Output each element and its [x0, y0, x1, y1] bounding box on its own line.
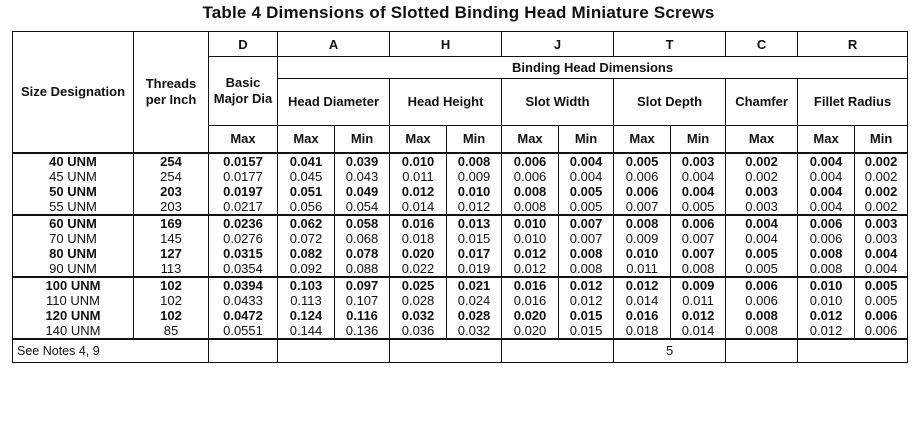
value-cell: 0.012 [559, 277, 614, 293]
tpi-cell: 102 [134, 293, 209, 308]
table-row [13, 308, 908, 323]
value-cell: 0.006 [502, 153, 559, 169]
binding-head-dimensions-header: Binding Head Dimensions [278, 57, 908, 79]
min-header: Min [447, 126, 502, 153]
value-cell: 0.005 [855, 293, 908, 308]
footer-cell [209, 339, 278, 363]
slot-depth-note: 5 [614, 339, 726, 363]
tpi-cell: 102 [134, 277, 209, 293]
value-cell: 0.092 [278, 261, 335, 277]
value-cell: 0.056 [278, 199, 335, 215]
size-cell: 70 UNM [13, 231, 134, 246]
value-cell: 0.058 [335, 215, 390, 231]
size-cell: 40 UNM [13, 153, 134, 169]
size-cell: 80 UNM [13, 246, 134, 261]
basic-major-dia-header: Basic Major Dia [209, 57, 278, 126]
value-cell: 0.008 [798, 246, 855, 261]
letter-t: T [614, 32, 726, 57]
value-cell: 0.010 [614, 246, 671, 261]
value-cell: 0.036 [390, 323, 447, 339]
value-cell: 0.009 [671, 277, 726, 293]
value-cell: 0.097 [335, 277, 390, 293]
value-cell: 0.022 [390, 261, 447, 277]
letter-j: J [502, 32, 614, 57]
head-height-header: Head Height [390, 79, 502, 126]
footer-row [13, 339, 908, 363]
footer-cell [502, 339, 614, 363]
value-cell: 0.028 [447, 308, 502, 323]
max-header: Max [278, 126, 335, 153]
value-cell: 0.016 [502, 277, 559, 293]
table-row [13, 215, 908, 231]
slot-depth-header: Slot Depth [614, 79, 726, 126]
value-cell: 0.009 [447, 169, 502, 184]
value-cell: 0.008 [798, 261, 855, 277]
value-cell: 0.005 [855, 277, 908, 293]
value-cell: 0.016 [614, 308, 671, 323]
value-cell: 0.0276 [209, 231, 278, 246]
value-cell: 0.008 [614, 215, 671, 231]
value-cell: 0.011 [671, 293, 726, 308]
value-cell: 0.013 [447, 215, 502, 231]
value-cell: 0.006 [855, 308, 908, 323]
value-cell: 0.010 [390, 153, 447, 169]
chamfer-header: Chamfer [726, 79, 798, 126]
value-cell: 0.025 [390, 277, 447, 293]
value-cell: 0.018 [390, 231, 447, 246]
footer-cell [390, 339, 502, 363]
value-cell: 0.0177 [209, 169, 278, 184]
value-cell: 0.007 [671, 231, 726, 246]
value-cell: 0.010 [798, 293, 855, 308]
size-cell: 140 UNM [13, 323, 134, 339]
slot-width-header: Slot Width [502, 79, 614, 126]
notes-reference: See Notes 4, 9 [13, 339, 209, 363]
header-letter-row [13, 32, 908, 57]
table-row [13, 169, 908, 184]
value-cell: 0.0551 [209, 323, 278, 339]
table-body [13, 153, 908, 339]
table-title: Table 4 Dimensions of Slotted Binding Head Miniature Screws [202, 3, 715, 22]
letter-a: A [278, 32, 390, 57]
value-cell: 0.008 [726, 323, 798, 339]
value-cell: 0.014 [390, 199, 447, 215]
value-cell: 0.016 [390, 215, 447, 231]
value-cell: 0.006 [726, 293, 798, 308]
value-cell: 0.051 [278, 184, 335, 199]
value-cell: 0.005 [671, 199, 726, 215]
tpi-cell: 203 [134, 184, 209, 199]
value-cell: 0.010 [502, 231, 559, 246]
value-cell: 0.020 [390, 246, 447, 261]
value-cell: 0.012 [671, 308, 726, 323]
value-cell: 0.005 [614, 153, 671, 169]
value-cell: 0.003 [726, 199, 798, 215]
table-row [13, 199, 908, 215]
size-cell: 45 UNM [13, 169, 134, 184]
value-cell: 0.010 [447, 184, 502, 199]
value-cell: 0.0394 [209, 277, 278, 293]
value-cell: 0.004 [798, 153, 855, 169]
value-cell: 0.016 [502, 293, 559, 308]
value-cell: 0.005 [559, 184, 614, 199]
value-cell: 0.0472 [209, 308, 278, 323]
min-header: Min [855, 126, 908, 153]
tpi-cell: 102 [134, 308, 209, 323]
value-cell: 0.003 [671, 153, 726, 169]
value-cell: 0.004 [671, 184, 726, 199]
threads-per-inch-header: Threads per Inch [134, 32, 209, 153]
value-cell: 0.008 [502, 199, 559, 215]
value-cell: 0.020 [502, 308, 559, 323]
value-cell: 0.049 [335, 184, 390, 199]
value-cell: 0.004 [726, 231, 798, 246]
value-cell: 0.003 [726, 184, 798, 199]
footer-cell [798, 339, 908, 363]
max-header: Max [390, 126, 447, 153]
value-cell: 0.004 [559, 169, 614, 184]
value-cell: 0.039 [335, 153, 390, 169]
value-cell: 0.008 [559, 246, 614, 261]
value-cell: 0.006 [855, 323, 908, 339]
letter-c: C [726, 32, 798, 57]
tpi-cell: 254 [134, 153, 209, 169]
footer-cell [726, 339, 798, 363]
table-row [13, 246, 908, 261]
value-cell: 0.078 [335, 246, 390, 261]
value-cell: 0.011 [614, 261, 671, 277]
value-cell: 0.107 [335, 293, 390, 308]
max-header: Max [502, 126, 559, 153]
value-cell: 0.0354 [209, 261, 278, 277]
tpi-cell: 85 [134, 323, 209, 339]
value-cell: 0.002 [726, 153, 798, 169]
value-cell: 0.010 [798, 277, 855, 293]
table-row [13, 323, 908, 339]
value-cell: 0.006 [726, 277, 798, 293]
value-cell: 0.015 [559, 323, 614, 339]
value-cell: 0.007 [614, 199, 671, 215]
value-cell: 0.007 [559, 215, 614, 231]
value-cell: 0.002 [855, 153, 908, 169]
value-cell: 0.014 [614, 293, 671, 308]
value-cell: 0.004 [559, 153, 614, 169]
value-cell: 0.032 [447, 323, 502, 339]
min-header: Min [335, 126, 390, 153]
value-cell: 0.019 [447, 261, 502, 277]
value-cell: 0.072 [278, 231, 335, 246]
value-cell: 0.008 [559, 261, 614, 277]
value-cell: 0.012 [447, 199, 502, 215]
value-cell: 0.015 [447, 231, 502, 246]
value-cell: 0.002 [726, 169, 798, 184]
value-cell: 0.003 [855, 231, 908, 246]
value-cell: 0.116 [335, 308, 390, 323]
value-cell: 0.041 [278, 153, 335, 169]
value-cell: 0.136 [335, 323, 390, 339]
value-cell: 0.012 [502, 246, 559, 261]
value-cell: 0.010 [502, 215, 559, 231]
value-cell: 0.004 [726, 215, 798, 231]
tpi-cell: 254 [134, 169, 209, 184]
value-cell: 0.006 [614, 184, 671, 199]
max-header: Max [614, 126, 671, 153]
value-cell: 0.054 [335, 199, 390, 215]
head-diameter-header: Head Diameter [278, 79, 390, 126]
value-cell: 0.012 [559, 293, 614, 308]
value-cell: 0.005 [726, 261, 798, 277]
value-cell: 0.014 [671, 323, 726, 339]
value-cell: 0.103 [278, 277, 335, 293]
value-cell: 0.006 [614, 169, 671, 184]
value-cell: 0.012 [614, 277, 671, 293]
value-cell: 0.007 [559, 231, 614, 246]
screw-dimensions-table [12, 31, 908, 363]
table-row [13, 231, 908, 246]
value-cell: 0.004 [798, 199, 855, 215]
value-cell: 0.144 [278, 323, 335, 339]
footer-cell [278, 339, 390, 363]
value-cell: 0.008 [671, 261, 726, 277]
value-cell: 0.008 [502, 184, 559, 199]
value-cell: 0.068 [335, 231, 390, 246]
value-cell: 0.082 [278, 246, 335, 261]
value-cell: 0.012 [390, 184, 447, 199]
value-cell: 0.062 [278, 215, 335, 231]
value-cell: 0.045 [278, 169, 335, 184]
value-cell: 0.007 [671, 246, 726, 261]
size-cell: 90 UNM [13, 261, 134, 277]
value-cell: 0.024 [447, 293, 502, 308]
size-designation-header: Size Designation [13, 32, 134, 153]
letter-h: H [390, 32, 502, 57]
value-cell: 0.005 [559, 199, 614, 215]
value-cell: 0.011 [390, 169, 447, 184]
size-cell: 60 UNM [13, 215, 134, 231]
tpi-cell: 145 [134, 231, 209, 246]
value-cell: 0.018 [614, 323, 671, 339]
size-cell: 55 UNM [13, 199, 134, 215]
value-cell: 0.0315 [209, 246, 278, 261]
tpi-cell: 169 [134, 215, 209, 231]
letter-r: R [798, 32, 908, 57]
min-header: Min [671, 126, 726, 153]
value-cell: 0.088 [335, 261, 390, 277]
value-cell: 0.012 [798, 308, 855, 323]
value-cell: 0.021 [447, 277, 502, 293]
size-cell: 110 UNM [13, 293, 134, 308]
size-cell: 120 UNM [13, 308, 134, 323]
value-cell: 0.012 [502, 261, 559, 277]
value-cell: 0.008 [726, 308, 798, 323]
value-cell: 0.002 [855, 199, 908, 215]
table-row [13, 293, 908, 308]
value-cell: 0.043 [335, 169, 390, 184]
value-cell: 0.005 [726, 246, 798, 261]
value-cell: 0.0197 [209, 184, 278, 199]
value-cell: 0.009 [614, 231, 671, 246]
value-cell: 0.124 [278, 308, 335, 323]
fillet-radius-header: Fillet Radius [798, 79, 908, 126]
max-header: Max [726, 126, 798, 153]
value-cell: 0.0157 [209, 153, 278, 169]
value-cell: 0.032 [390, 308, 447, 323]
value-cell: 0.006 [502, 169, 559, 184]
table-row [13, 184, 908, 199]
value-cell: 0.004 [671, 169, 726, 184]
value-cell: 0.003 [855, 215, 908, 231]
value-cell: 0.020 [502, 323, 559, 339]
value-cell: 0.002 [855, 184, 908, 199]
table-row [13, 261, 908, 277]
value-cell: 0.0217 [209, 199, 278, 215]
value-cell: 0.004 [798, 169, 855, 184]
value-cell: 0.028 [390, 293, 447, 308]
size-cell: 100 UNM [13, 277, 134, 293]
tpi-cell: 203 [134, 199, 209, 215]
tpi-cell: 113 [134, 261, 209, 277]
value-cell: 0.004 [798, 184, 855, 199]
letter-d: D [209, 32, 278, 57]
value-cell: 0.004 [855, 261, 908, 277]
value-cell: 0.002 [855, 169, 908, 184]
value-cell: 0.006 [671, 215, 726, 231]
value-cell: 0.0433 [209, 293, 278, 308]
table-row [13, 277, 908, 293]
value-cell: 0.113 [278, 293, 335, 308]
table-row [13, 153, 908, 169]
value-cell: 0.004 [855, 246, 908, 261]
value-cell: 0.008 [447, 153, 502, 169]
value-cell: 0.0236 [209, 215, 278, 231]
value-cell: 0.006 [798, 215, 855, 231]
size-cell: 50 UNM [13, 184, 134, 199]
value-cell: 0.017 [447, 246, 502, 261]
max-header: Max [798, 126, 855, 153]
value-cell: 0.015 [559, 308, 614, 323]
min-header: Min [559, 126, 614, 153]
max-header: Max [209, 126, 278, 153]
value-cell: 0.006 [798, 231, 855, 246]
value-cell: 0.012 [798, 323, 855, 339]
tpi-cell: 127 [134, 246, 209, 261]
